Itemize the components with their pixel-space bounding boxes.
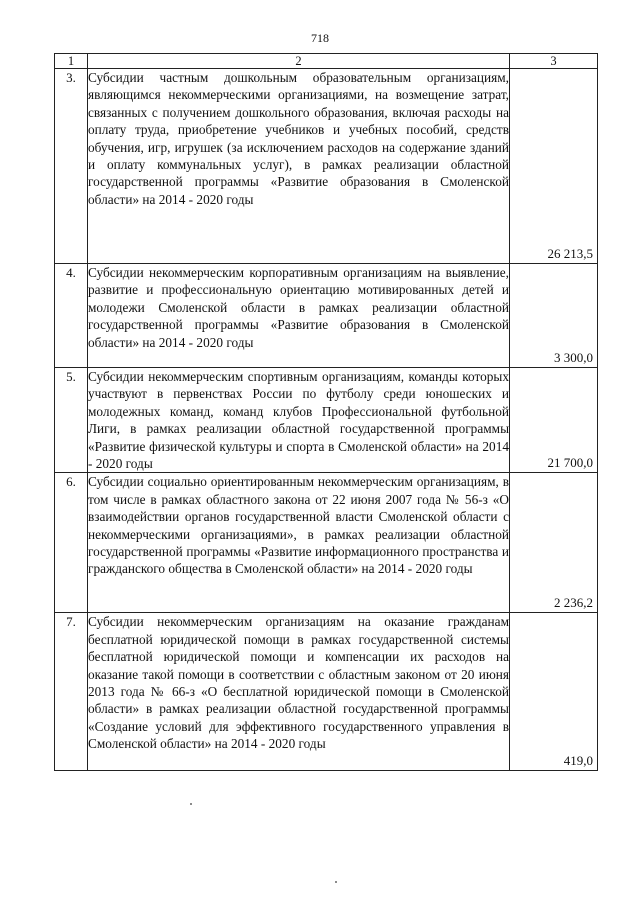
table-header-row xyxy=(55,54,598,69)
row-amount-cell xyxy=(510,264,598,368)
table-row xyxy=(55,368,598,473)
header-col-1: 1 xyxy=(55,54,88,69)
header-col-2: 2 xyxy=(88,54,510,69)
row-amount: 419,0 xyxy=(563,753,593,769)
table-row xyxy=(55,264,598,368)
row-description: Субсидии некоммерческим корпоративным организациям на выявление, развитие и профессиональную ориентацию мотивированных детей и молодежи Смоленской области в рамках реализации областной государственной программы «Развитие образования в Смоленской области» на 2014 - 2020 годы xyxy=(88,264,510,368)
row-amount: 2 236,2 xyxy=(554,595,593,611)
row-description: Субсидии некоммерческим спортивным организациям, команды которых участвуют в первенствах России по футболу среди юношеских и молодежных команд, команд клубов Профессиональной футбольной Лиги, в рамках реализации областной государственной программы «Развитие физической культуры и спорта в Смоленской области» на 2014 - 2020 годы xyxy=(88,369,509,472)
row-amount: 26 213,5 xyxy=(547,246,593,261)
row-amount-cell xyxy=(510,69,598,264)
row-number: 3. xyxy=(55,69,88,264)
scan-speck xyxy=(190,803,192,805)
row-description: Субсидии социально ориентированным некоммерческим организациям, в том числе в рамках областного закона от 22 июня 2007 года № 56-з «О взаимодействии органов государственной власти Смоленской области с некоммерческими организациями», в рамках реализации областной государственной программы «Развитие информационного пространства и гражданского общества в Смоленской области» на 2014 - 2020 годы xyxy=(88,473,510,613)
table-row xyxy=(55,473,598,613)
row-description: Субсидии частным дошкольным образовательным организациям, являющимся некоммерческими организациями, на возмещение затрат, связанных с получением дошкольного образования, включая расходы на оплату труда, приобретение учебников и учебных пособий, средств обучения, игр, игрушек (за исключением расходов на содержание зданий и оплату коммунальных услуг), в рамках реализации областной государственной программы «Развитие образования в Смоленской области» на 2014 - 2020 годы xyxy=(88,69,510,264)
header-col-3: 3 xyxy=(510,54,598,69)
row-amount-cell xyxy=(510,368,598,473)
row-description: Субсидии некоммерческим организациям на оказание гражданам бесплатной юридической помощи в рамках государственной системы бесплатной юридической помощи и компенсации их расходов на оказание такой помощи в соответствии с областным законом от 20 июня 2013 года № 66-з «О бесплатной юридической помощи в Смоленской области» в рамках реализации областной государственной программы «Создание условий для эффективного государственного управления в Смоленской области» на 2014 - 2020 годы xyxy=(88,613,510,771)
row-number: 5. xyxy=(55,368,88,473)
row-number: 6. xyxy=(55,473,88,613)
table-row xyxy=(55,613,598,771)
table-row xyxy=(55,69,598,264)
page-number: 718 xyxy=(311,31,329,45)
row-amount-cell xyxy=(510,473,598,613)
row-amount-cell xyxy=(510,613,598,771)
subsidy-table xyxy=(54,53,598,771)
row-amount: 3 300,0 xyxy=(554,350,593,365)
row-number: 4. xyxy=(55,264,88,368)
scan-speck xyxy=(335,881,337,883)
row-number: 7. xyxy=(55,613,88,771)
row-amount: 21 700,0 xyxy=(547,455,593,471)
